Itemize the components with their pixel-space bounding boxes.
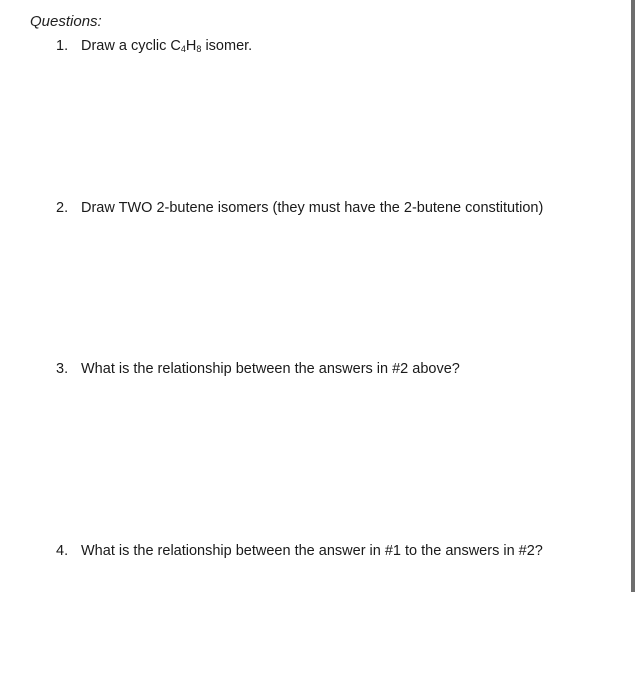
question-text: Draw a cyclic $C_4H_8$ isomer. bbox=[81, 38, 253, 54]
question-number: 2. bbox=[56, 200, 69, 216]
question-text: Draw TWO 2-butene isomers (they must have the 2-butene constitution) bbox=[81, 200, 544, 216]
page-edge-divider bbox=[631, 0, 635, 592]
question-3 bbox=[56, 361, 460, 377]
questions-heading: Questions: bbox=[30, 13, 102, 30]
question-text: What is the relationship between the answers in #2 above? bbox=[81, 361, 460, 377]
question-text: What is the relationship between the answer in #1 to the answers in #2? bbox=[81, 543, 543, 559]
question-1 bbox=[56, 38, 252, 54]
question-number: 3. bbox=[56, 361, 69, 377]
question-number: 4. bbox=[56, 543, 69, 559]
question-number: 1. bbox=[56, 38, 69, 54]
question-2 bbox=[56, 200, 543, 216]
question-4 bbox=[56, 543, 543, 559]
